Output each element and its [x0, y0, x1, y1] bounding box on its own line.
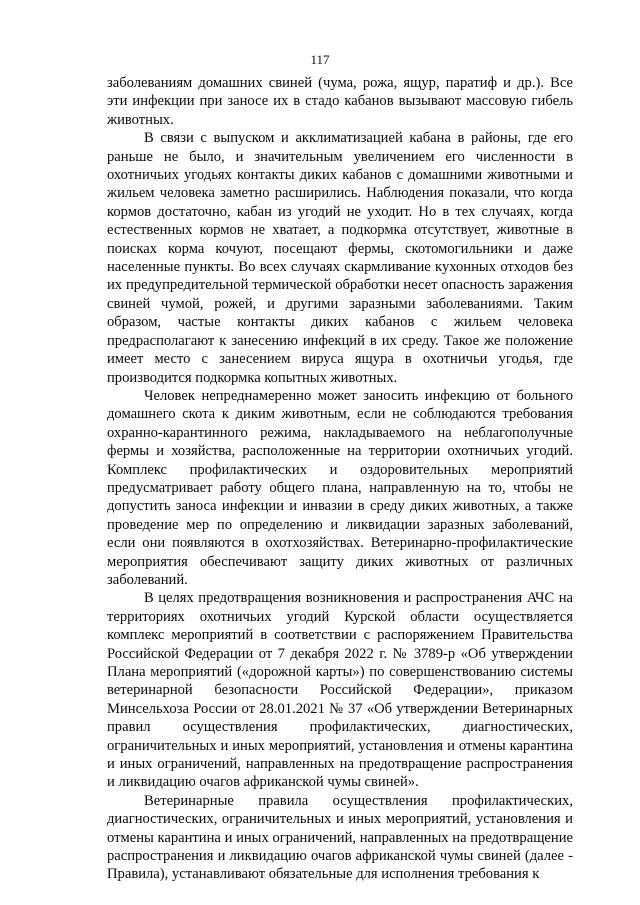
- paragraph-wild-boar-contacts: В связи с выпуском и акклиматизацией кабана в районы, где его раньше не было, и значительным увеличением его численности в охотничьих угодьях контакты диких кабанов с домашними животными и жильем человека заметно расширились. Наблюдения показали, что когда кормов достаточно, кабан из угодий не уходит. Но в тех случаях, когда естественных кормов не хватает, а подкормка отсутствует, животные в поисках корма кочуют, посещают фермы, скотомогильники и даже населенные пункты. Во всех случаях скармливание кухонных отходов без их предупредительной термической обработки несет опасность заражения свиней чумой, рожей, и другими заразными заболеваниями. Таким образом, частые контакты диких кабанов с жильем человека предрасполагают к занесению инфекций в их среду. Такое же положение имеет место с занесением вируса ящура в охотничьи угодья, где производится подкормка копытных животных.: [107, 130, 573, 386]
- paragraph-human-transmission: Человек непреднамеренно может заносить инфекцию от больного домашнего скота к диким животным, если не соблюдаются требования охранно-карантинного режима, накладываемого на неблагополучные фермы и хозяйства, расположенные на территории охотничьих угодий. Комплекс профилактических и оздоровительных мероприятий предусматривает работу общего плана, направленную на то, чтобы не допустить заноса инфекции и инвазии в среду диких животных, а также проведение мер по определению и ликвидации заразных заболеваний, если они появляются в охотхозяйствах. Ветеринарно-профилактические мероприятия обеспечивают защиту диких животных от различных заболеваний.: [107, 387, 573, 588]
- paragraph-veterinary-rules: Ветеринарные правила осуществления профилактических, диагностических, ограничительных и иных мероприятий, установления и отмены карантина и иных ограничений, направленных на предотвращение распространения и ликвидацию очагов африканской чумы свиней (далее - Правила), устанавливают обязательные для исполнения требования к: [107, 792, 573, 883]
- page-number: 117: [310, 52, 330, 67]
- paragraph-asf-prevention: В целях предотвращения возникновения и распространения АЧС на территориях охотничьих угодий Курской области осуществляется комплекс мероприятий в соответствии с распоряжением Правительства Российской Федерации от 7 декабря 2022 г. № 3789-р «Об утверждении Плана мероприятий («дорожной карты») по совершенствованию системы ветеринарной безопасности Российской Федерации», приказом Минсельхоза России от 28.01.2021 № 37 «Об утверждении Ветеринарных правил осуществления профилактических, диагностических, ограничительных и иных мероприятий, установления и отмены карантина и иных ограничений, направленных на предотвращение распространения и ликвидацию очагов африканской чумы свиней».: [107, 590, 573, 791]
- document-body: [107, 74, 573, 884]
- paragraph-continuation: заболеваниям домашних свиней (чума, рожа, ящур, паратиф и др.). Все эти инфекции при заносе их в стадо кабанов вызывают массовую гибель животных.: [107, 75, 573, 128]
